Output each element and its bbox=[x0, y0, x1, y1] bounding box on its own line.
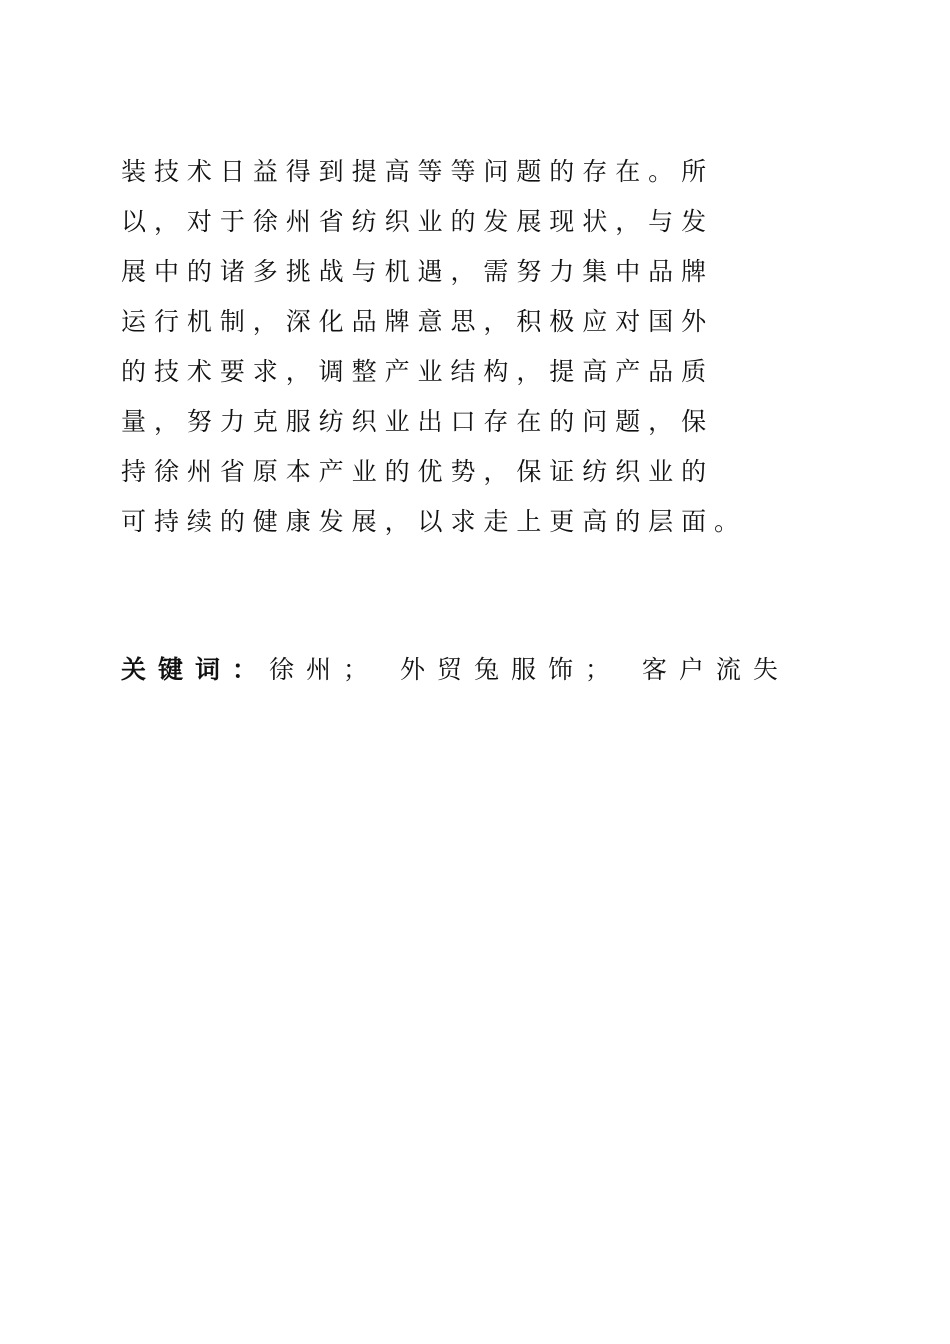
abstract-line: 以 ， 对 于 徐 州 省 纺 织 业 的 发 展 现 状 ， 与 发 bbox=[121, 207, 707, 236]
keywords-line bbox=[121, 650, 861, 690]
abstract-line: 的 技 术 要 求 ， 调 整 产 业 结 构 ， 提 高 产 品 质 bbox=[121, 357, 707, 386]
abstract-line: 持 徐 州 省 原 本 产 业 的 优 势 ， 保 证 纺 织 业 的 bbox=[121, 457, 707, 486]
abstract-line: 量 ， 努 力 克 服 纺 织 业 出 口 存 在 的 问 题 ， 保 bbox=[121, 407, 707, 436]
abstract-line: 展 中 的 诸 多 挑 战 与 机 遇 ， 需 努 力 集 中 品 牌 bbox=[121, 257, 707, 286]
keywords-label: 关键词： bbox=[121, 655, 270, 684]
abstract-line: 运 行 机 制 ， 深 化 品 牌 意 思 ， 积 极 应 对 国 外 bbox=[121, 307, 707, 336]
keywords-value: 徐州； 外贸兔服饰； 客户流失 bbox=[269, 655, 790, 684]
abstract-line: 装 技 术 日 益 得 到 提 高 等 等 问 题 的 存 在 。 所 bbox=[121, 157, 707, 186]
abstract-paragraph bbox=[121, 152, 861, 552]
abstract-line: 可 持 续 的 健 康 发 展 ， 以 求 走 上 更 高 的 层 面 。 bbox=[121, 507, 740, 536]
